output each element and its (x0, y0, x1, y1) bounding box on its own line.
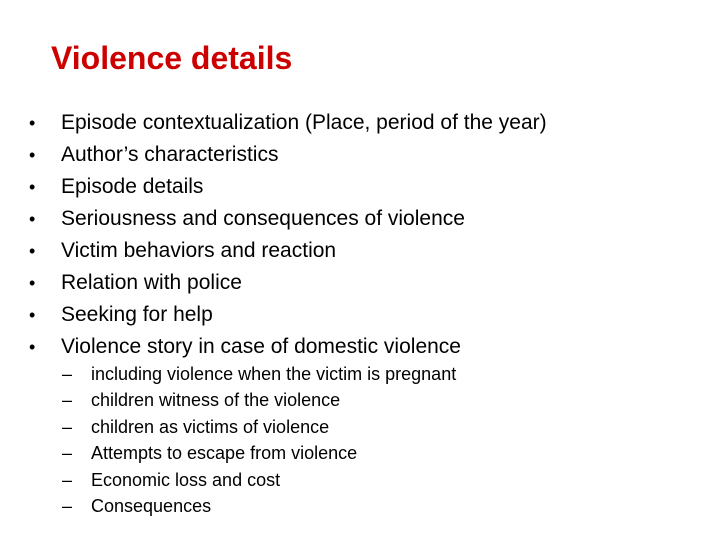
bullet-marker: • (29, 305, 36, 325)
bullet-text: Seriousness and consequences of violence (61, 207, 465, 230)
bullet-text: Author’s characteristics (61, 143, 279, 166)
bullet-item (29, 331, 547, 363)
bullet-marker: • (29, 177, 36, 197)
dash-marker: – (62, 443, 73, 464)
slide-title: Violence details (51, 40, 293, 76)
sub-bullet-item (62, 361, 456, 387)
bullet-item (29, 203, 547, 235)
dash-marker: – (62, 390, 73, 411)
dash-marker: – (62, 495, 73, 516)
bullet-marker: • (29, 337, 36, 357)
bullet-item (29, 107, 547, 139)
sub-bullet-text: children witness of the violence (91, 390, 341, 411)
sub-bullet-text: children as victims of violence (91, 416, 330, 437)
bullet-text: Violence story in case of domestic violence (61, 335, 461, 358)
sub-bullet-item (62, 440, 456, 466)
bullet-marker: • (29, 145, 36, 165)
sub-bullet-text: Consequences (91, 495, 212, 516)
bullet-item (29, 267, 547, 299)
sub-bullet-item (62, 414, 456, 440)
bullet-item (29, 299, 547, 331)
bullet-text: Episode details (61, 175, 204, 198)
bullet-marker: • (29, 273, 36, 293)
sub-bullet-item (62, 493, 456, 519)
dash-marker: – (62, 469, 73, 490)
sub-bullet-text: Economic loss and cost (91, 469, 281, 490)
dash-marker: – (62, 364, 73, 384)
bullet-text: Relation with police (61, 271, 242, 294)
sub-bullet-list (62, 361, 456, 519)
sub-bullet-text: Attempts to escape from violence (91, 443, 358, 464)
bullet-marker: • (29, 209, 36, 229)
bullet-item (29, 171, 547, 203)
bullet-text: Seeking for help (61, 303, 213, 326)
bullet-item (29, 235, 547, 267)
bullet-list (29, 107, 547, 363)
bullet-text: Episode contextualization (Place, period of the year) (61, 111, 547, 134)
sub-bullet-item (62, 467, 456, 493)
bullet-text: Victim behaviors and reaction (61, 239, 337, 262)
sub-bullet-text: including violence when the victim is pregnant (91, 364, 457, 384)
bullet-marker: • (29, 113, 36, 133)
bullet-item (29, 139, 547, 171)
dash-marker: – (62, 416, 73, 437)
sub-bullet-item (62, 387, 456, 413)
bullet-marker: • (29, 241, 36, 261)
